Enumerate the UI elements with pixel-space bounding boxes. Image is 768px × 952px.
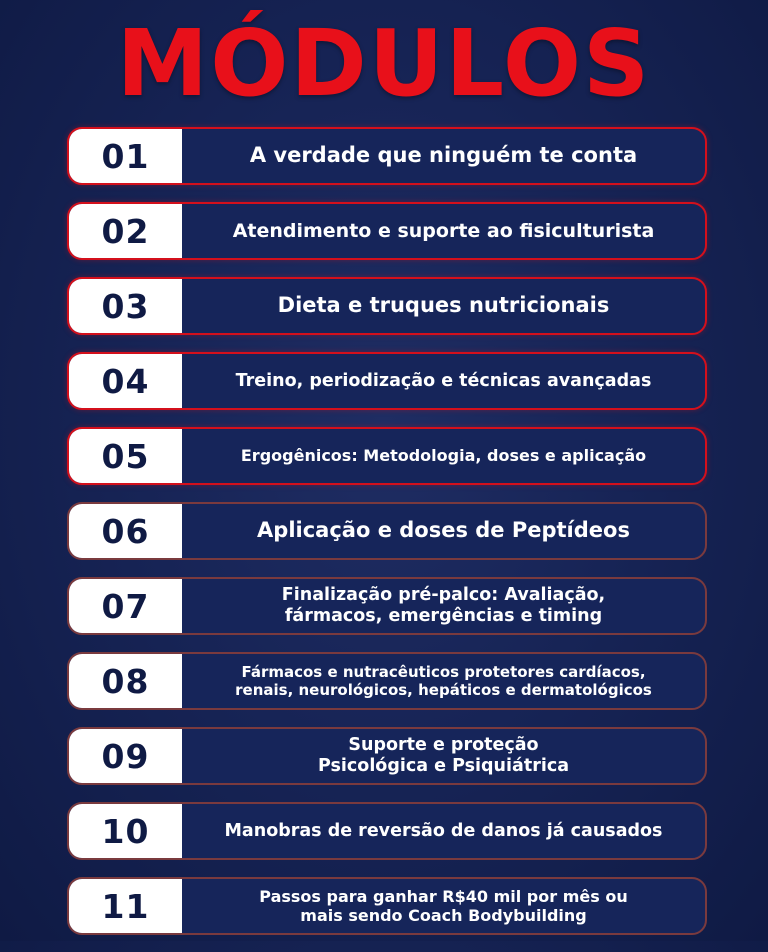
page-title: MÓDULOS	[116, 10, 652, 117]
module-number: 08	[69, 654, 182, 708]
module-label: Aplicação e doses de Peptídeos	[257, 518, 630, 543]
module-item-09	[67, 727, 707, 785]
module-label: Finalização pré-palco: Avaliação, fármacos, emergências e timing	[281, 585, 606, 626]
module-number: 04	[69, 354, 182, 408]
module-number: 10	[69, 804, 182, 858]
module-number: 05	[69, 429, 182, 483]
modules-list	[67, 127, 707, 952]
module-label: Atendimento e suporte ao fisiculturista	[232, 219, 655, 242]
module-item-03	[67, 277, 707, 335]
module-number: 11	[69, 879, 182, 933]
module-label: Fármacos e nutracêuticos protetores cardíacos, renais, neurológicos, hepáticos e dermatológicos	[235, 663, 652, 699]
module-item-02	[67, 202, 707, 260]
module-label: Dieta e truques nutricionais	[277, 293, 610, 318]
module-item-01	[67, 127, 707, 185]
module-label: Manobras de reversão de danos já causados	[224, 820, 663, 841]
module-label: Passos para ganhar R$40 mil por mês ou mais sendo Coach Bodybuilding	[259, 886, 628, 925]
module-label: Ergogênicos: Metodologia, doses e aplicação	[240, 446, 647, 466]
module-item-05	[67, 427, 707, 485]
module-number: 06	[69, 504, 182, 558]
module-item-11	[67, 877, 707, 935]
module-item-10	[67, 802, 707, 860]
module-label: Treino, periodização e técnicas avançadas	[235, 370, 652, 391]
module-number: 03	[69, 279, 182, 333]
module-label: Suporte e proteção Psicológica e Psiquiátrica	[317, 735, 569, 776]
module-label: A verdade que ninguém te conta	[249, 143, 638, 168]
module-number: 02	[69, 204, 182, 258]
module-item-08	[67, 652, 707, 710]
module-number: 09	[69, 729, 182, 783]
module-item-06	[67, 502, 707, 560]
module-number: 07	[69, 579, 182, 633]
module-item-04	[67, 352, 707, 410]
module-number: 01	[69, 129, 182, 183]
module-item-07	[67, 577, 707, 635]
